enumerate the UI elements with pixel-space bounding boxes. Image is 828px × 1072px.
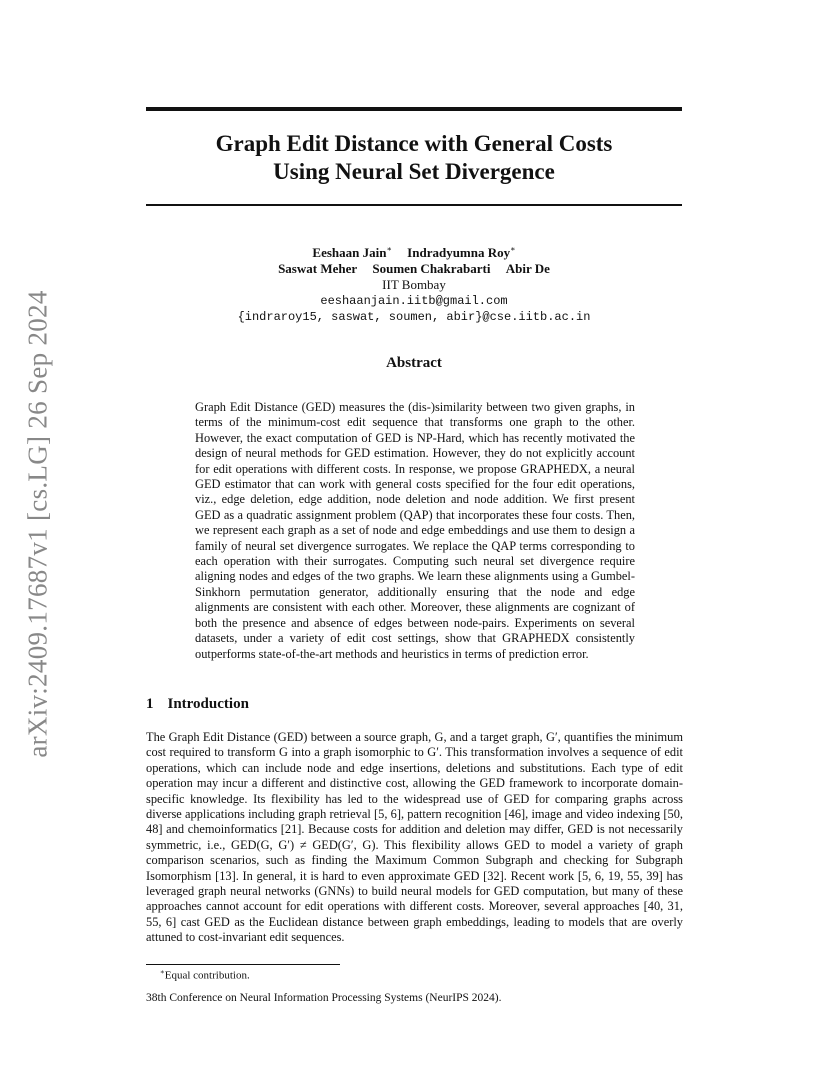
author-emails: {indraroy15, saswat, soumen, abir}@cse.iitb.ac.in (237, 310, 591, 325)
abstract-heading: Abstract (386, 355, 442, 371)
venue-note: 38th Conference on Neural Information Processing Systems (NeurIPS 2024). (146, 992, 502, 1004)
title-line-1: Graph Edit Distance with General Costs (215, 131, 613, 156)
footnote-rule (146, 964, 340, 965)
author-name: Saswat Meher (278, 261, 358, 277)
title-top-rule (146, 107, 682, 111)
arxiv-stamp (20, 288, 56, 760)
introduction-text: The Graph Edit Distance (GED) between a source graph, G, and a target graph, G′, quantifies the minimum cost required to transform G into a graph isomorphic to G′. This transformation involves a sequence of edit operations, which can include node and edge insertions, deletions and substitutions. Each type of edit operation may incur a different and distinctive cost, allowing the GED framework to incorporate domain-specific knowledge. Its flexibility has led to the widespread use of GED for comparing graphs across diverse applications including graph retrieval [5, 6], pattern recognition [46], image and video indexing [50, 48] and chemoinformatics [21]. Because costs for addition and deletion may differ, GED is not necessarily symmetric, i.e., GED(G, G′) ≠ GED(G′, G). This flexibility allows GED to model a variety of graph comparison scenarios, such as finding the Maximum Common Subgraph and checking for Subgraph Isomorphism [13]. In general, it is hard to even approximate GED [32]. Recent work [5, 6, 19, 55, 39] has leveraged graph neural networks (GNNs) to build neural models for GED computation, but many of these approaches cannot account for edit operations with different costs. Moreover, several approaches [40, 31, 55, 6] cast GED as the Euclidean distance between graph embeddings, leading to models that are overly attuned to cost-invariant edit sequences. (146, 730, 683, 945)
footnote-text: Equal contribution. (164, 969, 250, 982)
abstract-text: Graph Edit Distance (GED) measures the (dis-)similarity between two given graphs, in terms of the minimum-cost edit sequence that transforms one graph to the other. However, the exact computation of GED is NP-Hard, which has recently motivated the design of neural methods for GED estimation. However, they do not explicitly account for edit operations with different costs. In response, we propose GRAPHEDX, a neural GED estimator that can work with general costs specified for the four edit operations, viz., edge deletion, edge addition, node deletion and node addition. We first present GED as a quadratic assignment problem (QAP) that incorporates these four costs. Then, we represent each graph as a set of node and edge embeddings and use them to design a family of neural set divergence surrogates. We replace the QAP terms corresponding to each operation with their surrogates. Computing such neural set divergence require aligning nodes and edges of the two graphs. We learn these alignments using a Gumbel-Sinkhorn permutation generator, additionally ensuring that the node and edge alignments are consistent with each other. Moreover, these alignments are cognizant of both the presence and absence of edges between node-pairs. Experiments on several datasets, under a variety of edit cost settings, show that GRAPHEDX consistently outperforms state-of-the-art methods and heuristics in terms of prediction error. (195, 400, 635, 661)
title-bottom-rule (146, 204, 682, 206)
paper-title (146, 130, 682, 186)
section-number: 1 (146, 696, 154, 712)
arxiv-stamp-text: arXiv:2409.17687v1 [cs.LG] 26 Sep 2024 (22, 290, 53, 758)
equal-contribution-mark: ∗ (386, 245, 392, 254)
section-heading (146, 696, 249, 713)
author-name: Soumen Chakrabarti (372, 261, 491, 277)
footnote-mark: ∗ (160, 968, 165, 976)
footnote (160, 968, 250, 982)
author-row-1 (146, 242, 682, 261)
author-name: Eeshaan Jain∗ (312, 245, 392, 261)
equal-contribution-mark: ∗ (510, 245, 516, 254)
author-block (146, 242, 682, 325)
affiliation: IIT Bombay (382, 277, 446, 293)
author-name: Indradyumna Roy∗ (407, 245, 516, 261)
author-name: Abir De (505, 261, 550, 277)
author-row-2 (146, 261, 682, 277)
section-title: Introduction (167, 696, 249, 712)
author-email: eeshaanjain.iitb@gmail.com (320, 294, 508, 309)
title-line-2: Using Neural Set Divergence (273, 159, 555, 184)
